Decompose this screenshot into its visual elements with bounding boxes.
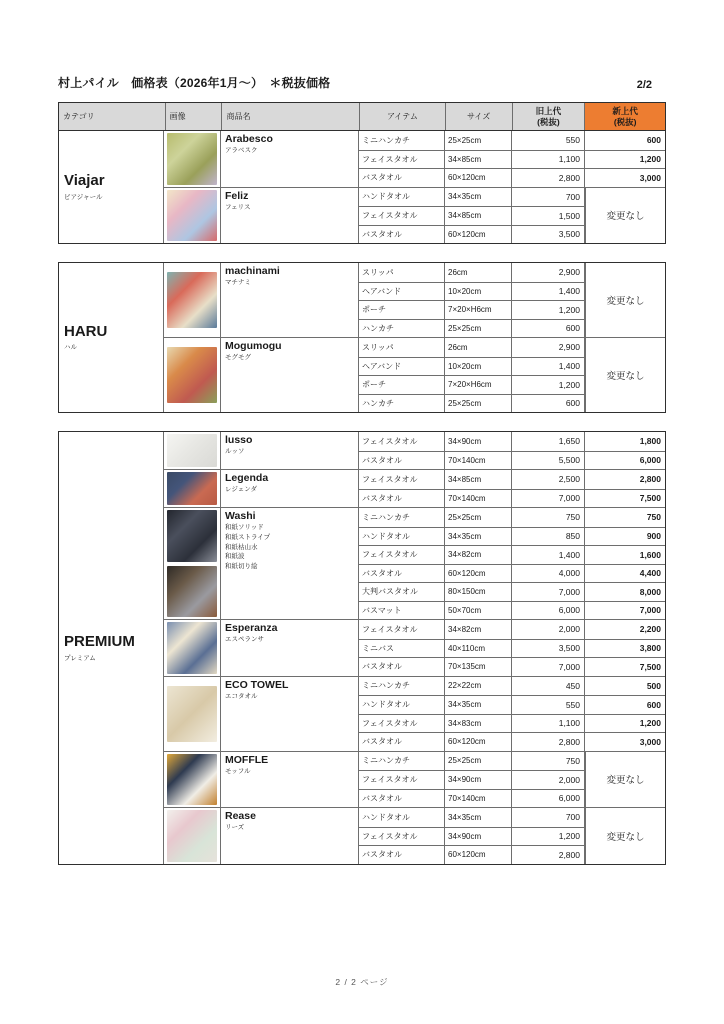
new-price: 7,000 <box>639 605 661 616</box>
table-header-row <box>59 103 665 131</box>
product-item-rows <box>359 131 665 187</box>
product-image-cell <box>164 470 221 507</box>
product-row-group <box>164 187 665 244</box>
item-row <box>359 714 665 733</box>
old-price: 2,900 <box>512 338 585 357</box>
old-price: 7,000 <box>512 490 585 508</box>
product-name-cell <box>221 263 359 337</box>
item-name: バスタオル <box>359 846 445 864</box>
product-kana: 和紙切り絵 <box>225 563 258 571</box>
product-name-cell <box>221 508 359 619</box>
old-price: 700 <box>512 808 585 827</box>
item-size: 34×35cm <box>445 188 512 207</box>
product-row-group <box>164 263 665 337</box>
old-price: 700 <box>512 188 585 207</box>
item-size: 34×85cm <box>445 470 512 489</box>
old-price: 1,500 <box>512 207 585 225</box>
product-item-rows <box>359 752 585 808</box>
item-name: ヘアバンド <box>359 283 445 301</box>
item-name: バスマット <box>359 602 445 620</box>
product-kana: レジェンダ <box>225 486 257 494</box>
product-item-rows <box>359 263 585 337</box>
category-cell <box>59 263 164 412</box>
item-row <box>359 300 585 319</box>
product-row-group <box>164 619 665 676</box>
old-price: 1,200 <box>512 301 585 319</box>
old-price: 1,100 <box>512 151 585 169</box>
item-row <box>359 695 665 714</box>
item-row <box>359 168 665 187</box>
item-row <box>359 338 585 357</box>
item-name: バスタオル <box>359 790 445 808</box>
item-row <box>359 752 585 771</box>
product-kana: モグモグ <box>225 354 251 362</box>
item-row <box>359 620 665 639</box>
new-price: 6,000 <box>639 455 661 466</box>
product-name-cell <box>221 470 359 507</box>
product-name-cell <box>221 752 359 808</box>
product-name: MOFFLE <box>225 753 269 766</box>
new-price: 7,500 <box>639 493 661 504</box>
new-price: 4,400 <box>639 568 661 579</box>
item-name: フェイスタオル <box>359 470 445 489</box>
new-price: 3,000 <box>639 172 661 183</box>
item-size: 26cm <box>445 338 512 357</box>
item-size: 80×150cm <box>445 583 512 601</box>
item-name: フェイスタオル <box>359 620 445 639</box>
new-price-no-change: 変更なし <box>585 808 665 864</box>
old-price-label-line2: (税抜) <box>537 116 560 127</box>
product-name: Esperanza <box>225 622 278 634</box>
product-name-cell <box>221 338 359 412</box>
column-header-product: 商品名 <box>222 103 360 130</box>
item-name: ハンカチ <box>359 395 445 413</box>
product-kana: 和紙ストライプ <box>225 533 271 541</box>
item-row <box>359 263 585 282</box>
item-name: ミニハンカチ <box>359 677 445 696</box>
item-row <box>359 827 585 846</box>
category-kana: プレミアム <box>64 654 96 662</box>
product-thumbnail <box>167 472 217 505</box>
old-price: 2,800 <box>512 169 585 187</box>
price-table-block-2 <box>58 262 666 413</box>
table-sections-area <box>58 262 666 865</box>
old-price: 750 <box>512 752 585 771</box>
category-cell <box>59 131 164 243</box>
old-price: 1,400 <box>512 358 585 376</box>
new-price: 2,800 <box>639 474 661 485</box>
item-name: フェイスタオル <box>359 207 445 225</box>
product-row-group <box>164 807 665 864</box>
item-row <box>359 225 585 244</box>
old-price: 2,900 <box>512 263 585 282</box>
item-row <box>359 789 585 808</box>
product-thumbnail <box>167 133 217 185</box>
product-item-rows <box>359 808 585 864</box>
item-size: 34×90cm <box>445 771 512 789</box>
old-price: 1,400 <box>512 283 585 301</box>
item-name: フェイスタオル <box>359 771 445 789</box>
item-row <box>359 188 585 207</box>
products-group <box>164 432 665 864</box>
new-price: 600 <box>646 135 661 146</box>
product-name: lusso <box>225 434 253 446</box>
old-price: 1,650 <box>512 432 585 451</box>
item-size: 60×120cm <box>445 169 512 187</box>
item-row <box>359 770 585 789</box>
product-name: Rease <box>225 810 256 822</box>
product-name-cell <box>221 131 359 187</box>
new-price: 3,000 <box>639 736 661 747</box>
new-price: 900 <box>646 531 661 542</box>
old-price: 2,800 <box>512 846 585 864</box>
new-price: 3,800 <box>639 643 661 654</box>
column-header-size: サイズ <box>446 103 513 130</box>
old-price: 550 <box>512 131 585 150</box>
item-name: バスタオル <box>359 452 445 470</box>
old-price: 7,000 <box>512 583 585 601</box>
item-size: 34×90cm <box>445 828 512 846</box>
item-name: ハンドタオル <box>359 188 445 207</box>
old-price: 1,200 <box>512 376 585 394</box>
category-name: PREMIUM <box>64 633 135 650</box>
product-row-group <box>164 676 665 751</box>
item-size: 70×140cm <box>445 452 512 470</box>
old-price: 750 <box>512 508 585 527</box>
item-row <box>359 319 585 338</box>
item-row <box>359 639 665 658</box>
product-name: Washi <box>225 510 256 522</box>
product-image-cell <box>164 188 221 244</box>
item-row <box>359 470 665 489</box>
category-name: HARU <box>64 322 108 340</box>
new-price-no-change: 変更なし <box>585 752 665 808</box>
item-row <box>359 375 585 394</box>
old-price: 1,200 <box>512 828 585 846</box>
product-row-group <box>164 432 665 469</box>
item-size: 60×120cm <box>445 565 512 583</box>
product-kana: 和紙ソリッド <box>225 524 264 532</box>
item-size: 34×35cm <box>445 528 512 546</box>
old-price: 600 <box>512 395 585 413</box>
new-price-no-change: 変更なし <box>585 188 665 244</box>
item-row <box>359 527 665 546</box>
column-header-image: 画像 <box>166 103 223 130</box>
old-price: 550 <box>512 696 585 714</box>
price-table-block-1 <box>58 102 666 244</box>
product-name: Feliz <box>225 189 249 202</box>
item-size: 34×90cm <box>445 432 512 451</box>
item-name: ヘアバンド <box>359 358 445 376</box>
item-size: 60×120cm <box>445 226 512 244</box>
item-name: ハンドタオル <box>359 528 445 546</box>
item-size: 34×85cm <box>445 207 512 225</box>
product-thumbnail <box>167 622 217 674</box>
item-size: 25×25cm <box>445 131 512 150</box>
item-size: 25×25cm <box>445 395 512 413</box>
item-row <box>359 677 665 696</box>
item-name: ミニハンカチ <box>359 508 445 527</box>
product-kana: 和紙枯山水 <box>225 543 258 551</box>
product-thumbnail <box>167 510 217 562</box>
category-section-haru <box>59 263 665 412</box>
new-price: 500 <box>646 680 661 691</box>
item-row <box>359 206 585 225</box>
item-size: 50×70cm <box>445 602 512 620</box>
product-thumbnail <box>167 686 217 742</box>
item-size: 70×140cm <box>445 490 512 508</box>
item-name: ミニハンカチ <box>359 752 445 771</box>
new-price: 1,800 <box>639 436 661 447</box>
category-section-premium <box>59 432 665 864</box>
product-row-group <box>164 131 665 187</box>
item-name: ハンカチ <box>359 320 445 338</box>
old-price: 3,500 <box>512 226 585 244</box>
item-name: フェイスタオル <box>359 828 445 846</box>
item-size: 60×120cm <box>445 846 512 864</box>
price-table-block-3 <box>58 431 666 865</box>
item-row <box>359 808 585 827</box>
product-kana: エスペランサ <box>225 636 264 644</box>
product-image-cell <box>164 131 221 187</box>
category-name: Viajar <box>64 172 105 190</box>
item-row <box>359 657 665 676</box>
product-thumbnail <box>167 434 217 467</box>
new-price: 750 <box>646 512 661 523</box>
item-row <box>359 601 665 620</box>
product-item-rows <box>359 188 585 244</box>
item-name: ハンドタオル <box>359 808 445 827</box>
item-name: バスタオル <box>359 226 445 244</box>
category-kana: ハル <box>64 344 77 352</box>
item-size: 10×20cm <box>445 358 512 376</box>
item-name: バスタオル <box>359 658 445 676</box>
product-name-cell <box>221 808 359 864</box>
item-row <box>359 451 665 470</box>
product-thumbnail <box>167 810 217 862</box>
page-footer: 2 / 2 ページ <box>335 977 389 987</box>
old-price: 450 <box>512 677 585 696</box>
item-row <box>359 582 665 601</box>
product-item-rows <box>359 677 665 751</box>
product-item-rows <box>359 470 665 507</box>
column-header-item: アイテム <box>360 103 446 130</box>
new-price: 8,000 <box>639 586 661 597</box>
product-item-rows <box>359 338 585 412</box>
old-price: 6,000 <box>512 790 585 808</box>
item-name: バスタオル <box>359 565 445 583</box>
product-name: Mogumogu <box>225 340 282 352</box>
product-kana: リーズ <box>225 824 245 832</box>
old-price: 3,500 <box>512 640 585 658</box>
item-row <box>359 150 665 169</box>
item-size: 60×120cm <box>445 733 512 751</box>
product-image-cell <box>164 508 221 619</box>
old-price: 7,000 <box>512 658 585 676</box>
product-row-group <box>164 507 665 619</box>
product-name: Arabesco <box>225 133 273 145</box>
item-name: フェイスタオル <box>359 151 445 169</box>
new-price: 2,200 <box>639 624 661 635</box>
column-header-old-price <box>513 103 586 130</box>
old-price: 2,000 <box>512 620 585 639</box>
product-row-group <box>164 469 665 507</box>
item-row <box>359 432 665 451</box>
item-row <box>359 394 585 413</box>
item-size: 22×22cm <box>445 677 512 696</box>
item-name: ハンドタオル <box>359 696 445 714</box>
page-indicator: 2/2 <box>636 79 652 91</box>
new-price: 1,600 <box>639 549 661 560</box>
item-name: フェイスタオル <box>359 715 445 733</box>
product-kana: フェリス <box>225 203 251 211</box>
item-name: バスタオル <box>359 169 445 187</box>
product-kana: モッフル <box>225 767 251 775</box>
item-size: 10×20cm <box>445 283 512 301</box>
item-name: ポーチ <box>359 376 445 394</box>
product-image-cell <box>164 677 221 751</box>
product-name: ECO TOWEL <box>225 678 289 691</box>
products-group <box>164 131 665 243</box>
old-price: 2,800 <box>512 733 585 751</box>
item-size: 25×25cm <box>445 320 512 338</box>
item-row <box>359 508 665 527</box>
product-name-cell <box>221 677 359 751</box>
item-size: 40×110cm <box>445 640 512 658</box>
old-price: 5,500 <box>512 452 585 470</box>
item-row <box>359 131 665 150</box>
item-row <box>359 732 665 751</box>
product-name-cell <box>221 432 359 469</box>
product-image-cell <box>164 432 221 469</box>
old-price: 2,500 <box>512 470 585 489</box>
old-price: 1,400 <box>512 546 585 564</box>
item-size: 25×25cm <box>445 752 512 771</box>
product-image-cell <box>164 338 221 412</box>
product-row-group <box>164 751 665 808</box>
old-price: 2,000 <box>512 771 585 789</box>
product-image-cell <box>164 752 221 808</box>
document-title: 村上パイル 価格表（2026年1月～） ＊税抜価格 <box>58 76 331 90</box>
item-name: バスタオル <box>359 733 445 751</box>
product-row-group <box>164 337 665 412</box>
product-kana: マチナミ <box>225 279 251 287</box>
product-name-cell <box>221 620 359 676</box>
old-price: 850 <box>512 528 585 546</box>
product-thumbnail <box>167 754 217 806</box>
item-name: ポーチ <box>359 301 445 319</box>
item-row <box>359 545 665 564</box>
item-size: 34×83cm <box>445 715 512 733</box>
product-item-rows <box>359 432 665 469</box>
column-header-category: カテゴリ <box>59 103 166 130</box>
product-kana: 和紙波 <box>225 553 245 561</box>
item-size: 26cm <box>445 263 512 282</box>
product-name: Legenda <box>225 472 269 484</box>
item-size: 70×135cm <box>445 658 512 676</box>
new-price-label-line2: (税抜) <box>613 116 637 127</box>
item-name: バスタオル <box>359 490 445 508</box>
old-price: 4,000 <box>512 565 585 583</box>
category-kana: ビアジャール <box>64 193 103 201</box>
item-row <box>359 564 665 583</box>
column-header-new-price <box>585 103 665 130</box>
item-name: ミニハンカチ <box>359 131 445 150</box>
product-item-rows <box>359 620 665 676</box>
item-row <box>359 357 585 376</box>
item-row <box>359 489 665 508</box>
old-price-label-line1: 旧上代 <box>535 106 562 117</box>
product-image-cell <box>164 620 221 676</box>
item-size: 34×82cm <box>445 546 512 564</box>
product-item-rows <box>359 508 665 619</box>
item-row <box>359 282 585 301</box>
new-price-no-change: 変更なし <box>585 263 665 337</box>
product-thumbnail <box>167 190 217 242</box>
item-size: 34×85cm <box>445 151 512 169</box>
new-price: 1,200 <box>639 154 661 165</box>
category-cell <box>59 432 164 864</box>
new-price: 600 <box>646 699 661 710</box>
item-name: フェイスタオル <box>359 432 445 451</box>
new-price: 1,200 <box>639 718 661 729</box>
product-image-cell <box>164 808 221 864</box>
old-price: 6,000 <box>512 602 585 620</box>
products-group <box>164 263 665 412</box>
document-header <box>58 74 666 91</box>
product-thumbnail <box>167 347 217 403</box>
product-kana: ルッソ <box>225 448 245 456</box>
product-name: machinami <box>225 265 280 277</box>
item-size: 7×20×H6cm <box>445 376 512 394</box>
product-kana: アラベスク <box>225 147 258 155</box>
product-name-cell <box>221 188 359 244</box>
item-size: 25×25cm <box>445 508 512 527</box>
new-price-label-line1: 新上代 <box>612 106 638 117</box>
item-size: 7×20×H6cm <box>445 301 512 319</box>
product-image-cell <box>164 263 221 337</box>
item-size: 34×35cm <box>445 808 512 827</box>
product-thumbnail <box>167 272 217 328</box>
old-price: 1,100 <box>512 715 585 733</box>
item-name: ミニバス <box>359 640 445 658</box>
item-name: スリッパ <box>359 338 445 357</box>
new-price: 7,500 <box>639 661 661 672</box>
item-size: 70×140cm <box>445 790 512 808</box>
category-section-viajar <box>59 131 665 243</box>
product-kana: エコタオル <box>225 692 258 700</box>
product-thumbnail <box>167 566 217 618</box>
old-price: 600 <box>512 320 585 338</box>
item-name: スリッパ <box>359 263 445 282</box>
item-name: フェイスタオル <box>359 546 445 564</box>
item-size: 34×82cm <box>445 620 512 639</box>
item-row <box>359 845 585 864</box>
item-name: 大判バスタオル <box>359 583 445 601</box>
item-size: 34×35cm <box>445 696 512 714</box>
new-price-no-change: 変更なし <box>585 338 665 412</box>
